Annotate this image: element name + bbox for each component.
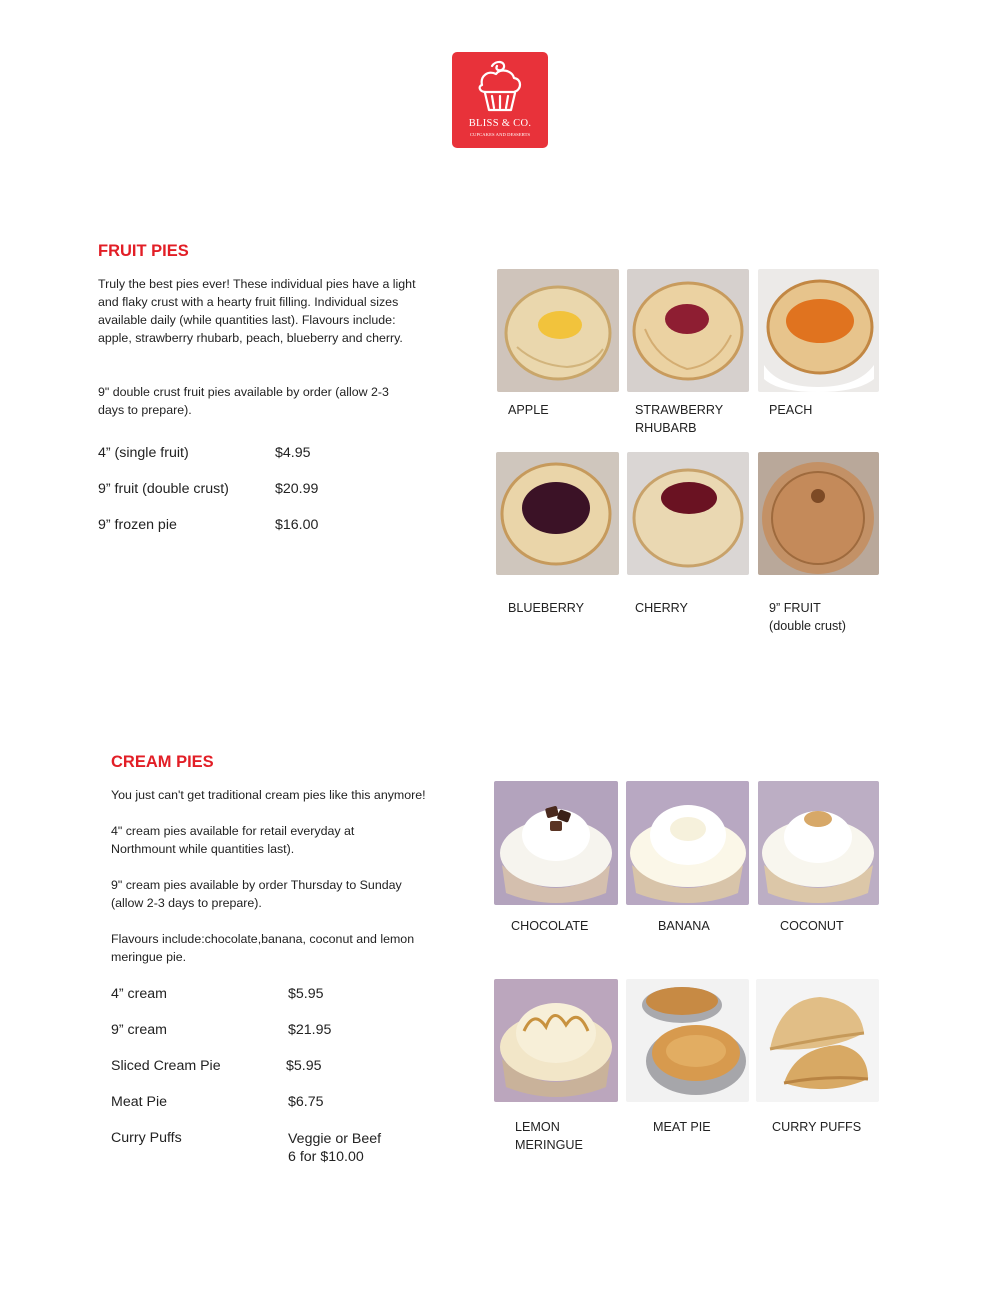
photo-double-crust-pie (758, 452, 879, 575)
price-row (111, 1094, 431, 1114)
price-value: $21.95 (288, 1022, 332, 1038)
caption-line-2: (double crust) (769, 619, 846, 633)
price-row (111, 1130, 431, 1170)
caption-line-2: RHUBARB (635, 421, 697, 435)
photo-coconut-cream-pie (758, 781, 879, 905)
caption-cherry: CHERRY (635, 601, 688, 615)
fruit-order-note: 9" double crust fruit pies available by order (allow 2-3 days to prepare). (98, 385, 389, 417)
photo-apple-pie (497, 269, 619, 392)
cream-description: You just can't get traditional cream pies like this anymore! (111, 788, 426, 802)
caption-apple: APPLE (508, 403, 549, 417)
cream-flavours: Flavours include:chocolate,banana, coconut and lemon meringue pie. (111, 932, 415, 964)
caption-line-2: MERINGUE (515, 1138, 583, 1152)
brand-tagline: CUPCAKES AND DESSERTS (469, 132, 531, 137)
price-row (111, 1022, 431, 1042)
price-row (98, 445, 418, 465)
price-item: 4” cream (111, 986, 167, 1002)
price-item: Meat Pie (111, 1094, 167, 1110)
caption-chocolate: CHOCOLATE (511, 919, 589, 933)
caption-curry-puffs: CURRY PUFFS (772, 1120, 862, 1134)
caption-line-1: 9” FRUIT (769, 601, 821, 615)
photo-meat-pie (626, 979, 749, 1102)
caption-coconut: COCONUT (780, 919, 844, 933)
filling (522, 482, 590, 534)
photo-banana-cream-pie (626, 781, 749, 905)
price-item: Curry Puffs (111, 1130, 182, 1146)
cream-retail-note: 4" cream pies available for retail everyday at Northmount while quantities last). (111, 824, 355, 856)
price-value: $6.75 (288, 1094, 324, 1110)
fruit-description: Truly the best pies ever! These individual pies have a light and flaky crust with a hearty fruit filling. Individual sizes available daily (while quantities last). Flavours include: apple, strawberry rhubarb, peach, blueberry and cherry. (98, 277, 416, 345)
photo-cherry-pie (627, 452, 749, 575)
brand-name: BLISS & CO. (468, 118, 532, 129)
price-value-line-1: Veggie or Beef (288, 1131, 382, 1147)
photo-curry-puffs (756, 979, 879, 1102)
cream-order-note: 9" cream pies available by order Thursday to Sunday (allow 2-3 days to prepare). (111, 878, 402, 910)
caption-meat-pie: MEAT PIE (653, 1120, 711, 1134)
price-value-line-2: 6 for $10.00 (288, 1149, 364, 1165)
photo-lemon-meringue-pie (494, 979, 618, 1102)
photo-chocolate-cream-pie (494, 781, 618, 905)
price-row (111, 1058, 431, 1078)
brand-logo (452, 52, 548, 148)
filling (786, 299, 854, 343)
price-value (288, 1130, 381, 1166)
caption-lemon-meringue (515, 1118, 583, 1154)
caption-peach: PEACH (769, 403, 813, 417)
photo-strawberry-rhubarb-pie (627, 269, 749, 392)
caption-banana: BANANA (658, 919, 710, 933)
filling (661, 482, 717, 514)
price-value: $16.00 (275, 517, 319, 533)
caption-strawberry-rhubarb (635, 401, 723, 437)
caption-blueberry: BLUEBERRY (508, 601, 585, 615)
price-value: $5.95 (288, 986, 324, 1002)
price-item: 9” fruit (double crust) (98, 481, 229, 497)
caption-double-crust (769, 599, 846, 635)
price-value: $5.95 (286, 1058, 322, 1074)
price-row (98, 481, 418, 501)
price-row (111, 986, 431, 1006)
price-item: 9” frozen pie (98, 517, 177, 533)
photo-peach-pie (758, 269, 879, 392)
photo-blueberry-pie (496, 452, 619, 575)
price-value: $4.95 (275, 445, 311, 461)
fruit-pies-heading: FRUIT PIES (98, 242, 189, 260)
price-value: $20.99 (275, 481, 319, 497)
filling (665, 304, 709, 334)
price-item: 9” cream (111, 1022, 167, 1038)
price-row (98, 517, 418, 537)
caption-line-1: STRAWBERRY (635, 403, 724, 417)
cream-pies-heading: CREAM PIES (111, 753, 214, 771)
caption-line-1: LEMON (515, 1120, 560, 1134)
price-item: Sliced Cream Pie (111, 1058, 221, 1074)
price-item: 4” (single fruit) (98, 445, 189, 461)
filling (538, 311, 582, 339)
